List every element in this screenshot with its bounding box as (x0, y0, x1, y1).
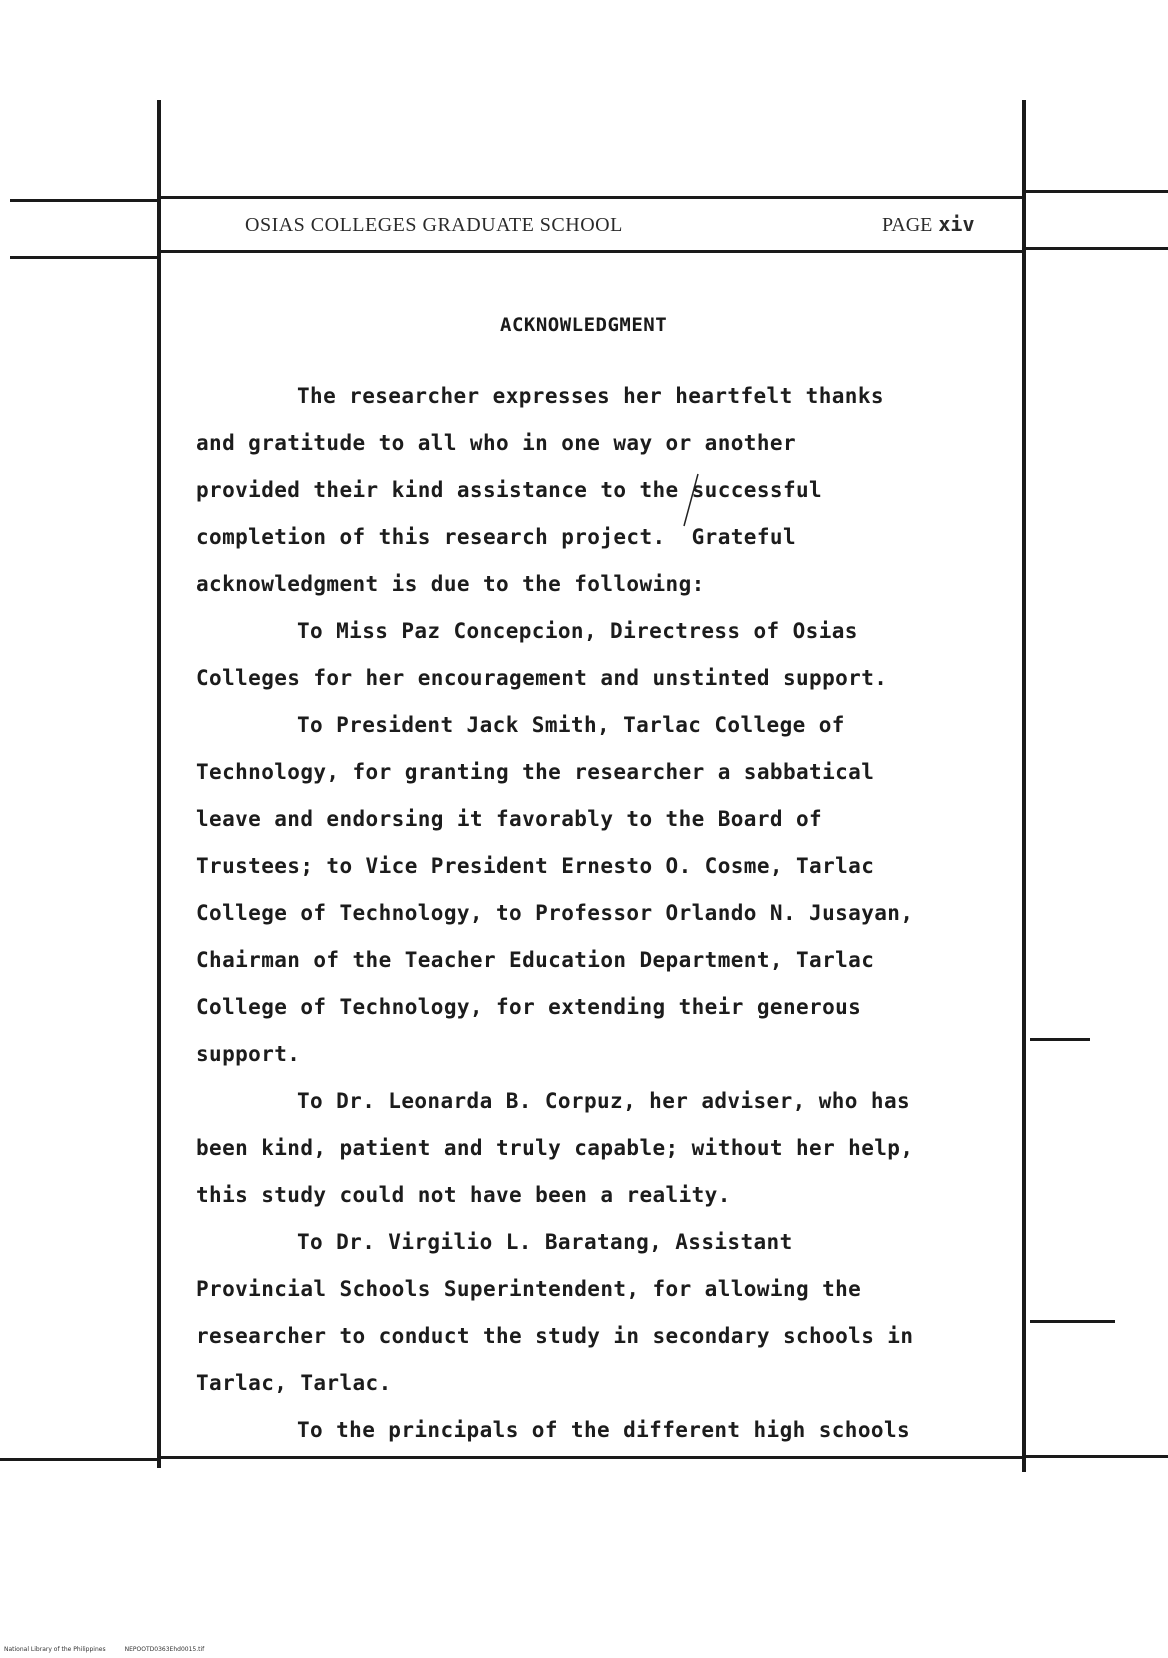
text-line: been kind, patient and truly capable; without her help, (196, 1136, 914, 1160)
text-line: researcher to conduct the study in secondary schools in (196, 1324, 914, 1348)
page-number-label (882, 212, 975, 237)
header-bottom-rule (160, 250, 1022, 253)
text-line: To President Jack Smith, Tarlac College of (297, 713, 845, 737)
text-line: support. (196, 1042, 301, 1066)
left-margin-rule (157, 100, 161, 1468)
text-line: Trustees; to Vice President Ernesto O. Cosme, Tarlac (196, 854, 875, 878)
page-label: PAGE (882, 214, 933, 236)
right-tick-bottom (1026, 1455, 1168, 1458)
left-tick-bottom (0, 1458, 160, 1461)
right-margin-rule (1022, 100, 1026, 1472)
footer-rule (160, 1456, 1022, 1459)
text-line: To Dr. Leonarda B. Corpuz, her adviser, who has (297, 1089, 911, 1113)
text-line: College of Technology, to Professor Orlando N. Jusayan, (196, 901, 914, 925)
text-line: To the principals of the different high schools (297, 1418, 911, 1442)
left-tick-top (10, 199, 160, 202)
right-tick-top (1026, 190, 1168, 193)
text-line: provided their kind assistance to the successful (196, 478, 823, 502)
text-line: acknowledgment is due to the following: (196, 572, 705, 596)
right-tick-upper (1026, 247, 1168, 250)
text-line: Colleges for her encouragement and unstinted support. (196, 666, 888, 690)
footer-file: NEPOOTD0363Ehd0015.tif (124, 1646, 205, 1653)
header-top-rule (160, 196, 1022, 199)
text-line: College of Technology, for extending their generous (196, 995, 862, 1019)
text-line: leave and endorsing it favorably to the Board of (196, 807, 823, 831)
page-title: ACKNOWLEDGMENT (500, 314, 668, 336)
text-line: completion of this research project. Grateful (196, 525, 796, 549)
text-line: and gratitude to all who in one way or another (196, 431, 796, 455)
text-line: this study could not have been a reality. (196, 1183, 731, 1207)
right-tick-middle (1030, 1038, 1090, 1041)
text-line: Tarlac, Tarlac. (196, 1371, 392, 1395)
left-tick-upper (10, 256, 160, 259)
text-line: Technology, for granting the researcher a sabbatical (196, 760, 875, 784)
right-tick-lower (1030, 1320, 1115, 1323)
page-number: xiv (938, 212, 975, 236)
text-line: Chairman of the Teacher Education Department, Tarlac (196, 948, 875, 972)
text-line: Provincial Schools Superintendent, for allowing the (196, 1277, 862, 1301)
text-line: The researcher expresses her heartfelt thanks (297, 384, 884, 408)
school-header: OSIAS COLLEGES GRADUATE SCHOOL (245, 214, 623, 236)
scan-footer (4, 1646, 204, 1653)
footer-library: National Library of the Philippines (4, 1646, 106, 1653)
text-line: To Dr. Virgilio L. Baratang, Assistant (297, 1230, 793, 1254)
pen-mark-icon (680, 470, 704, 530)
text-line: To Miss Paz Concepcion, Directress of Osias (297, 619, 858, 643)
